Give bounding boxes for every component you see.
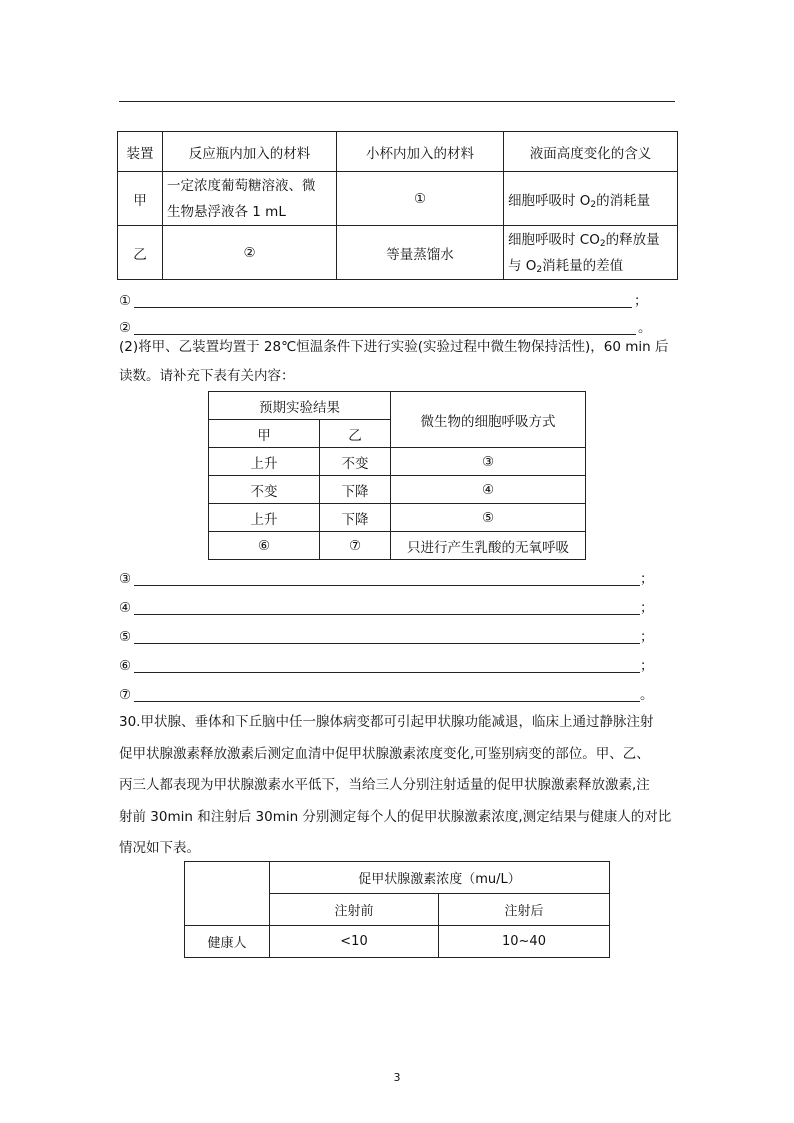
meaning-cell [504,172,678,226]
text-line: 30.甲状腺、垂体和下丘脑中任一腺体病变都可引起甲状腺功能减退，临床上通过静脉注射 [119,714,654,730]
flask-text-line: 生物悬浮液各 1 mL [167,203,286,220]
table-row [209,532,586,560]
apparatus-table [117,131,678,280]
meaning-text: 消耗量的差值 [542,257,624,274]
text-line: 情况如下表。 [119,840,200,856]
header-mode: 微生物的细胞呼吸方式 [391,392,586,448]
subscript: 2 [536,264,543,275]
blank-end-punct: 。 [640,687,654,703]
answer-blank[interactable] [119,566,659,588]
jia-cell: 上升 [209,448,320,476]
mode-cell: 只进行产生乳酸的无氧呼吸 [391,532,586,560]
table-row [185,926,610,958]
blank-label: ⑥ [119,658,132,674]
table-row [209,476,586,504]
cup-cell: 等量蒸馏水 [337,226,504,280]
blank-end-punct: ； [640,658,654,674]
header-rule [119,101,675,102]
question-2-text [119,333,679,391]
blank-end-punct: ； [640,571,654,587]
corner-cell [185,862,270,926]
header-cup: 小杯内加入的材料 [337,132,504,172]
text-line: 读数。请补充下表有关内容： [119,368,295,384]
blank-label: ③ [119,571,132,587]
device-cell: 甲 [118,172,163,226]
meaning-text: 与 O [508,257,537,274]
blank-underline [134,585,640,586]
header-meaning: 液面高度变化的含义 [504,132,678,172]
meaning-line [508,227,673,253]
subscript: 2 [590,199,597,210]
blank-label: ④ [119,600,132,616]
answer-blank[interactable] [119,288,649,310]
yi-cell: 不变 [320,448,391,476]
jia-cell: 不变 [209,476,320,504]
question-30-text [119,707,679,865]
blank-label: ⑤ [119,629,132,645]
blank-underline [134,672,640,673]
page-number: 3 [393,1071,401,1084]
after-cell: 10~40 [439,926,610,958]
flask-cell [163,172,337,226]
jia-cell: ⑥ [209,532,320,560]
table-row [209,504,586,532]
header-before: 注射前 [270,894,439,926]
meaning-line [508,253,673,279]
meaning-text: 细胞呼吸时 O [508,192,591,209]
table-row [209,448,586,476]
jia-cell: 上升 [209,504,320,532]
blank-end-punct: ； [634,293,648,309]
flask-cell: ② [163,226,337,280]
table-row [118,226,678,280]
answer-blank[interactable] [119,624,659,646]
subheader-yi: 乙 [320,420,391,448]
answer-blank[interactable] [119,682,659,704]
mode-cell: ③ [391,448,586,476]
answer-blank[interactable] [119,653,659,675]
table-header-row [209,392,586,420]
blank-underline [134,701,640,702]
subheader-jia: 甲 [209,420,320,448]
blank-label: ⑦ [119,687,132,703]
text-line: 射前 30min 和注射后 30min 分别测定每个人的促甲状腺激素浓度,测定结果与健康人的对比 [119,808,672,825]
blank-underline [134,307,632,308]
table-header-row [185,862,610,894]
blank-label: ② [119,320,132,336]
text-line: (2)将甲、乙装置均置于 28℃恒温条件下进行实验(实验过程中微生物保持活性)，60 min 后 [119,339,669,355]
flask-text-line: 一定浓度葡萄糖溶液、微 [167,177,316,194]
table-header-row [118,132,678,172]
blank-end-punct: 。 [638,320,652,336]
yi-cell: 下降 [320,476,391,504]
meaning-text: 的释放量 [605,231,660,248]
row-label: 健康人 [185,926,270,958]
text-line: 促甲状腺激素释放激素后测定血清中促甲状腺激素浓度变化,可鉴别病变的部位。甲、乙、 [119,745,650,762]
meaning-text: 细胞呼吸时 CO [508,231,600,248]
blank-label: ① [119,293,132,309]
blank-underline [134,614,640,615]
before-cell: <10 [270,926,439,958]
cup-cell: ① [337,172,504,226]
mode-cell: ④ [391,476,586,504]
blank-underline [134,643,640,644]
answer-blank[interactable] [119,595,659,617]
header-flask: 反应瓶内加入的材料 [163,132,337,172]
header-tsh: 促甲状腺激素浓度（mu/L） [270,862,610,894]
yi-cell: 下降 [320,504,391,532]
header-after: 注射后 [439,894,610,926]
header-expected: 预期实验结果 [209,392,391,420]
results-table [208,391,586,560]
subscript: 2 [599,238,606,249]
device-cell: 乙 [118,226,163,280]
blank-end-punct: ； [640,600,654,616]
table-row [118,172,678,226]
yi-cell: ⑦ [320,532,391,560]
blank-end-punct: ； [640,629,654,645]
header-device: 装置 [118,132,163,172]
meaning-cell [504,226,678,280]
tsh-table [184,861,610,958]
text-line: 丙三人都表现为甲状腺激素水平低下，当给三人分别注射适量的促甲状腺激素释放激素,注 [119,777,650,793]
mode-cell: ⑤ [391,504,586,532]
meaning-text: 的消耗量 [596,192,651,209]
